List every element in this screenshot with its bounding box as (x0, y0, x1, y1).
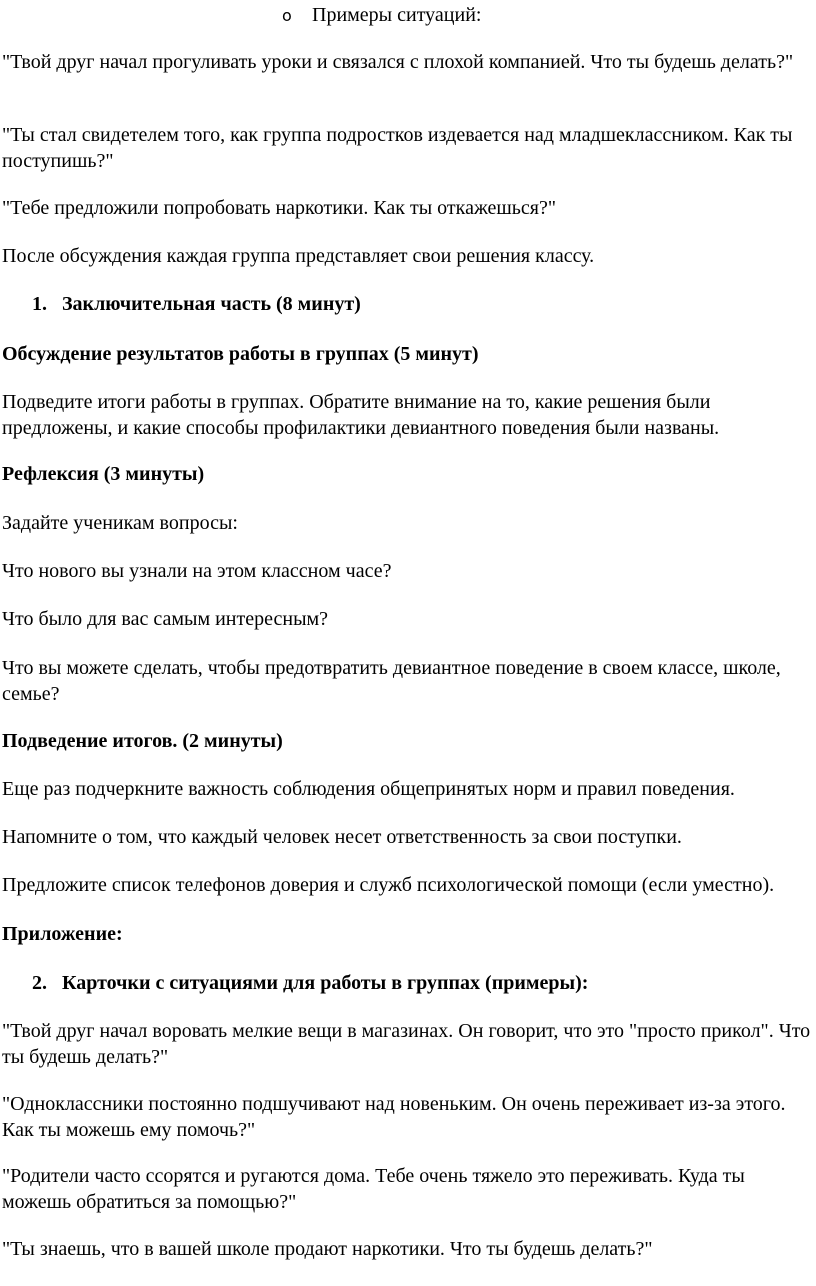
summary-item-2: Напомните о том, что каждый человек несет ответственность за свои поступки. (2, 826, 682, 848)
section-1-title: Заключительная часть (8 минут) (62, 293, 361, 315)
appendix-heading: Приложение: (2, 923, 123, 945)
summary-item-3: Предложите список телефонов доверия и служб психологической помощи (если уместно). (2, 874, 775, 896)
card-1: "Твой друг начал воровать мелкие вещи в магазинах. Он говорит, что это "просто прикол". Что ты будешь делать?" (2, 1020, 811, 1068)
section-1-number: 1. (32, 293, 47, 315)
situation-1: "Твой друг начал прогуливать уроки и связался с плохой компанией. Что ты будешь делать?" (2, 51, 794, 73)
reflection-question-1: Что нового вы узнали на этом классном часе? (2, 560, 392, 582)
list-heading (282, 2, 481, 29)
reflection-heading: Рефлексия (3 минуты) (2, 463, 205, 485)
section-2-heading (32, 970, 588, 996)
list-heading-text: Примеры ситуаций: (312, 4, 482, 26)
section-1-heading (32, 291, 361, 317)
card-2: "Одноклассники постоянно подшучивают над новеньким. Он очень переживает из-за этого. Как ты можешь ему помочь?" (2, 1093, 786, 1141)
section-2-number: 2. (32, 972, 47, 994)
card-3: "Родители часто ссорятся и ругаются дома. Тебе очень тяжело это переживать. Куда ты можешь обратиться за помощью?" (2, 1165, 745, 1213)
section-2-title: Карточки с ситуациями для работы в группах (примеры): (62, 972, 589, 994)
discussion-heading: Обсуждение результатов работы в группах (5 минут) (2, 343, 479, 365)
after-discussion-text: После обсуждения каждая группа представляет свои решения классу. (2, 245, 595, 267)
bullet-circle-icon: o (282, 6, 292, 25)
reflection-question-2: Что было для вас самым интересным? (2, 608, 329, 630)
discussion-text: Подведите итоги работы в группах. Обратите внимание на то, какие решения были предложены, и какие способы профилактики девиантного поведения были названы. (2, 391, 720, 439)
reflection-question-3: Что вы можете сделать, чтобы предотвратить девиантное поведение в своем классе, школе, семье? (2, 657, 781, 705)
situation-2: "Ты стал свидетелем того, как группа подростков издевается над младшеклассником. Как ты поступишь?" (2, 124, 793, 172)
summary-item-1: Еще раз подчеркните важность соблюдения общепринятых норм и правил поведения. (2, 778, 735, 800)
situation-3: "Тебе предложили попробовать наркотики. Как ты откажешься?" (2, 197, 557, 219)
card-4: "Ты знаешь, что в вашей школе продают наркотики. Что ты будешь делать?" (2, 1238, 653, 1260)
reflection-intro: Задайте ученикам вопросы: (2, 512, 238, 534)
summary-heading: Подведение итогов. (2 минуты) (2, 730, 283, 752)
